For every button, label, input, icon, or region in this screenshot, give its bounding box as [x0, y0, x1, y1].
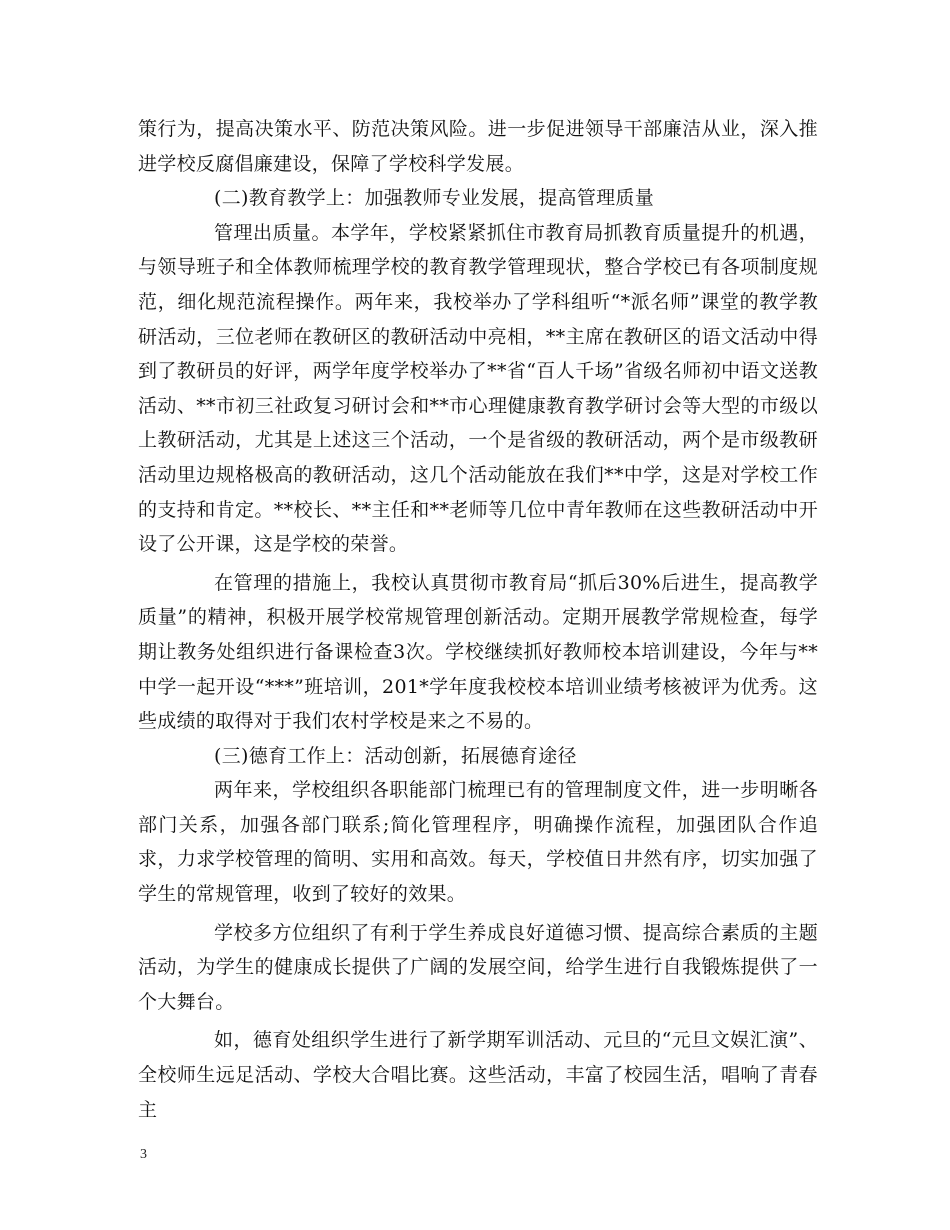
- page-number: 3: [140, 1147, 147, 1162]
- paragraph-continuation: 策行为，提高决策水平、防范决策风险。进一步促进领导干部廉洁从业，深入推进学校反腐倡廉建设，保障了学校科学发展。: [138, 118, 818, 175]
- paragraph-theme-activities: 学校多方位组织了有利于学生养成良好道德习惯、提高综合素质的主题活动，为学生的健康成长提供了广阔的发展空间，给学生进行自我锻炼提供了一个大舞台。: [138, 921, 818, 1013]
- section-heading-teaching: (二)教育教学上：加强教师专业发展，提高管理质量: [214, 187, 655, 210]
- paragraph-management-system: 两年来，学校组织各职能部门梳理已有的管理制度文件，进一步明晰各部门关系，加强各部门联系;简化管理程序，明确操作流程，加强团队合作追求，力求学校管理的简明、实用和高效。每天，学校值日井然有序，切实加强了学生的常规管理，收到了较好的效果。: [138, 779, 818, 906]
- document-body: [138, 112, 818, 1127]
- paragraph-activity-examples: 如，德育处组织学生进行了新学期军训活动、元旦的“元旦文娱汇演”、全校师生远足活动、学校大合唱比赛。这些活动，丰富了校园生活，唱响了青春主: [138, 1029, 818, 1121]
- section-heading-moral-education: (三)德育工作上：活动创新，拓展德育途径: [214, 744, 577, 767]
- paragraph-management-measures: 在管理的措施上，我校认真贯彻市教育局“抓后30%后进生，提高教学质量”的精神，积极开展学校常规管理创新活动。定期开展教学常规检查，每学期让教务处组织进行备课检查3次。学校继续抓好教师校本培训建设，今年与**中学一起开设“***”班培训，201*学年度我校校本培训业绩考核被评为优秀。这些成绩的取得对于我们农村学校是来之不易的。: [138, 571, 818, 733]
- paragraph-management-quality: 管理出质量。本学年，学校紧紧抓住市教育局抓教育质量提升的机遇，与领导班子和全体教师梳理学校的教育教学管理现状，整合学校已有各项制度规范，细化规范流程操作。两年来，我校举办了学科组听“*派名师”课堂的教学教研活动，三位老师在教研区的教研活动中亮相，**主席在教研区的语文活动中得到了教研员的好评，两学年度学校举办了**省“百人千场”省级名师初中语文送教活动、**市初三社政复习研讨会和**市心理健康教育教学研讨会等大型的市级以上教研活动，尤其是上述这三个活动，一个是省级的教研活动，两个是市级教研活动里边规格极高的教研活动，这几个活动能放在我们**中学，这是对学校工作的支持和肯定。**校长、**主任和**老师等几位中青年教师在这些教研活动中开设了公开课，这是学校的荣誉。: [138, 221, 818, 556]
